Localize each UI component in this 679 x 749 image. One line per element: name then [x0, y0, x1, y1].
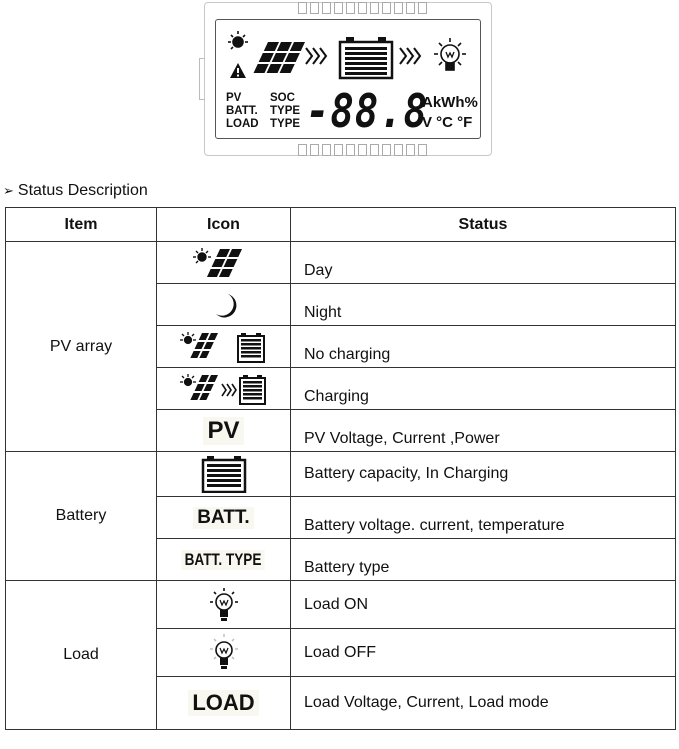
header-status: Status [291, 208, 676, 242]
moon-icon [157, 284, 291, 326]
battery-icon [157, 452, 291, 497]
lcd-top-pins [298, 2, 427, 14]
lcd-label-type: TYPE [270, 118, 301, 130]
load-icon-label: LOAD [188, 690, 258, 716]
lcd-bottom-pins [298, 144, 427, 156]
lcd-flow-arrows-icon [306, 48, 326, 64]
sun-panel-arrows-battery-icon [157, 368, 291, 410]
lcd-label-load: LOAD [226, 118, 259, 130]
batt-text-icon [157, 497, 291, 539]
status-night: Night [291, 284, 676, 326]
lcd-label-soc: SOC [270, 92, 295, 104]
section-title-text: Status Description [17, 182, 148, 199]
header-icon: Icon [157, 208, 291, 242]
section-title [3, 182, 148, 200]
lcd-solar-panel-icon [254, 42, 305, 73]
table-row [6, 452, 676, 497]
table-header-row [6, 208, 676, 242]
table-row [6, 581, 676, 629]
lcd-panel [204, 2, 492, 156]
lcd-bulb-icon [434, 38, 466, 70]
batt-type-icon-label: BATT. TYPE [182, 550, 265, 570]
lcd-flow-arrows-icon [400, 48, 420, 64]
status-battery-capacity: Battery capacity, In Charging [291, 452, 676, 497]
batt-type-text-icon [157, 539, 291, 581]
batt-icon-label: BATT. [193, 507, 253, 529]
status-battery-type: Battery type [291, 539, 676, 581]
lcd-screen [215, 19, 481, 139]
lcd-units-bottom: V °C °F [422, 114, 473, 131]
group-item-load: Load [6, 581, 157, 730]
status-load-off: Load OFF [291, 629, 676, 677]
status-table [5, 207, 676, 730]
header-item: Item [6, 208, 157, 242]
lcd-units-top: AkWh% [422, 94, 478, 111]
lcd-label-batt: BATT. [226, 105, 258, 117]
status-charging: Charging [291, 368, 676, 410]
lcd-label-pv: PV [226, 92, 242, 104]
group-item-pv-array: PV array [6, 242, 157, 452]
lcd-sun-icon [228, 31, 248, 49]
status-pv-voltage: PV Voltage, Current ,Power [291, 410, 676, 452]
status-day: Day [291, 242, 676, 284]
lcd-warning-icon [230, 63, 246, 78]
table-row [6, 242, 676, 284]
status-load-on: Load ON [291, 581, 676, 629]
bulb-off-icon [157, 629, 291, 677]
pv-icon-label: PV [203, 417, 243, 445]
bullet-arrow-icon: ➢ [3, 183, 14, 198]
lcd-side-connector [199, 58, 205, 100]
load-text-icon [157, 677, 291, 730]
lcd-digits: -88.8 [306, 84, 428, 138]
lcd-battery-icon [340, 37, 392, 78]
sun-panel-icon [157, 242, 291, 284]
status-battery-voltage: Battery voltage. current, temperature [291, 497, 676, 539]
pv-text-icon [157, 410, 291, 452]
bulb-on-icon [157, 581, 291, 629]
status-load-voltage: Load Voltage, Current, Load mode [291, 677, 676, 730]
status-no-charging: No charging [291, 326, 676, 368]
lcd-label-type: TYPE [270, 105, 301, 117]
group-item-battery: Battery [6, 452, 157, 581]
sun-panel-battery-icon [157, 326, 291, 368]
